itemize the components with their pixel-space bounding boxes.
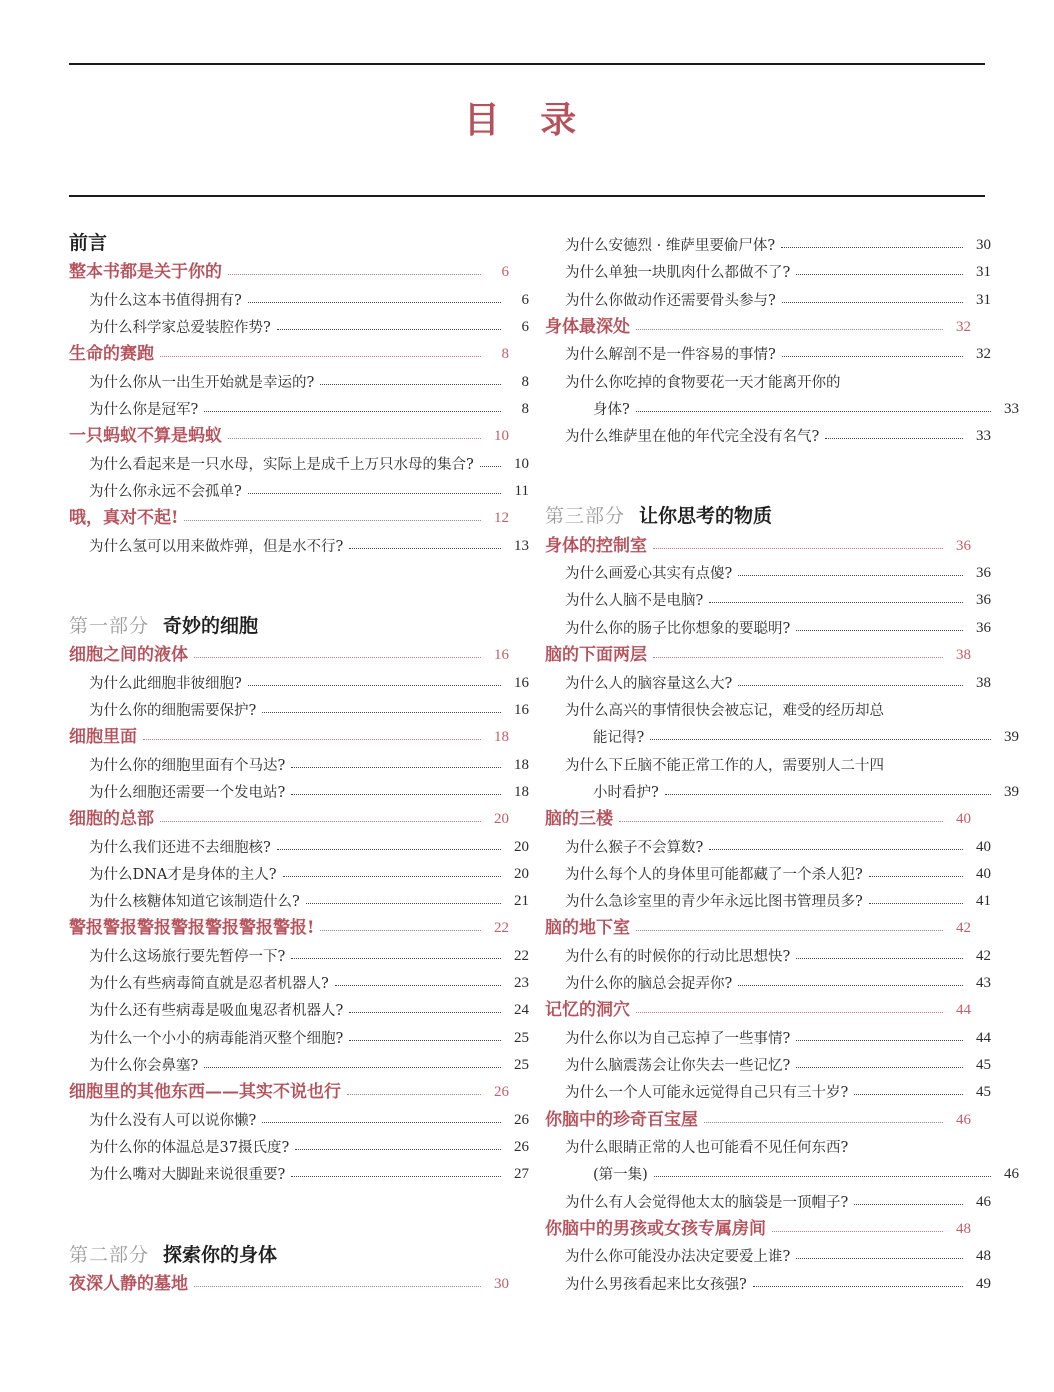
question-title: 为什么嘴对大脚趾来说很重要? <box>89 1167 286 1183</box>
page-number: 39 <box>1004 729 1019 745</box>
question-title: 为什么看起来是一只水母，实际上是成千上万只水母的集合? <box>89 457 474 473</box>
chapter-entry[interactable] <box>69 911 509 938</box>
chapter-title: 警报警报警报警报警报警报警报! <box>69 918 315 938</box>
leader-dots <box>248 685 501 686</box>
question-entry[interactable] <box>69 1130 529 1157</box>
question-title: 为什么你的肠子比你想象的要聪明? <box>565 621 791 637</box>
leader-dots <box>204 1067 501 1068</box>
part-heading <box>69 611 509 638</box>
title-rule <box>69 195 985 197</box>
leader-dots <box>283 876 501 877</box>
page-number: 48 <box>956 1221 971 1237</box>
page-number: 22 <box>494 920 509 936</box>
question-title: 为什么科学家总爱装腔作势? <box>89 320 271 336</box>
leader-dots <box>782 302 963 303</box>
question-title: 为什么一个人可能永远觉得自己只有三十岁? <box>565 1085 849 1101</box>
chapter-entry[interactable] <box>545 638 971 665</box>
leader-dots <box>854 1094 963 1095</box>
chapter-title: 细胞里面 <box>69 727 137 747</box>
question-entry[interactable] <box>545 1267 991 1294</box>
leader-dots <box>825 438 963 439</box>
leader-dots <box>636 1012 943 1013</box>
chapter-title: 细胞里的其他东西——其实不说也行 <box>69 1082 341 1102</box>
page-number: 11 <box>514 483 529 499</box>
page-number: 8 <box>521 374 529 390</box>
part-heading <box>545 501 971 528</box>
question-entry[interactable] <box>69 993 529 1020</box>
leader-dots <box>143 739 481 740</box>
leader-dots <box>869 903 963 904</box>
leader-dots <box>738 575 963 576</box>
question-title: 为什么急诊室里的青少年永远比图书管理员多? <box>565 894 863 910</box>
question-entry[interactable] <box>545 283 991 310</box>
leader-dots <box>228 438 481 439</box>
page-number: 24 <box>514 1002 529 1018</box>
leader-dots <box>228 274 481 275</box>
page-number: 30 <box>976 237 991 253</box>
page-number: 26 <box>494 1084 509 1100</box>
question-title: 为什么解剖不是一件容易的事情? <box>565 347 776 363</box>
question-title: 为什么细胞还需要一个发电站? <box>89 785 286 801</box>
page-number: 6 <box>501 264 509 280</box>
chapter-entry[interactable] <box>69 1267 509 1294</box>
question-line-1[interactable]: 为什么你吃掉的食物要花一天才能离开你的 <box>565 375 841 391</box>
leader-dots <box>349 548 501 549</box>
leader-dots <box>160 821 481 822</box>
question-title: 为什么猴子不会算数? <box>565 840 704 856</box>
page-number: 46 <box>956 1112 971 1128</box>
question-line-1[interactable]: 为什么下丘脑不能正常工作的人，需要别人二十四 <box>565 758 884 774</box>
leader-dots <box>277 329 501 330</box>
leader-dots <box>248 493 501 494</box>
page-number: 31 <box>976 292 991 308</box>
page-number: 43 <box>976 975 991 991</box>
page-number: 8 <box>521 401 529 417</box>
question-title: 为什么此细胞非彼细胞? <box>89 676 242 692</box>
page-number: 40 <box>956 811 971 827</box>
part-title: 探索你的身体 <box>163 1244 278 1266</box>
chapter-title: 记忆的洞穴 <box>545 1000 630 1020</box>
leader-dots <box>796 274 963 275</box>
chapter-entry[interactable] <box>69 255 509 282</box>
question-title: 小时看护? <box>593 785 659 801</box>
page-number: 49 <box>976 1276 991 1292</box>
leader-dots <box>619 821 943 822</box>
chapter-entry[interactable] <box>69 802 509 829</box>
question-title: (第一集) <box>593 1167 648 1183</box>
question-title: 为什么你的细胞需要保护? <box>89 703 257 719</box>
chapter-title: 身体的控制室 <box>545 536 647 556</box>
page-number: 26 <box>514 1139 529 1155</box>
page-title: 目 录 <box>463 100 591 141</box>
leader-dots <box>796 1040 963 1041</box>
page-number: 12 <box>494 510 509 526</box>
chapter-title: 哦，真对不起! <box>69 508 179 528</box>
leader-dots <box>184 520 481 521</box>
chapter-entry[interactable] <box>69 501 509 528</box>
page-number: 44 <box>956 1002 971 1018</box>
question-entry[interactable] <box>545 1185 991 1212</box>
leader-dots <box>262 712 501 713</box>
page-number: 6 <box>521 319 529 335</box>
leader-dots <box>347 1094 481 1095</box>
page-number: 27 <box>514 1166 529 1182</box>
leader-dots <box>654 1176 991 1177</box>
question-entry[interactable] <box>69 693 529 720</box>
question-title: 为什么脑震荡会让你失去一些记忆? <box>565 1058 791 1074</box>
leader-dots <box>306 903 501 904</box>
question-title: 为什么核糖体知道它该制造什么? <box>89 894 300 910</box>
question-title: 为什么你会鼻塞? <box>89 1058 199 1074</box>
top-rule <box>69 63 985 65</box>
page-number: 36 <box>976 592 991 608</box>
leader-dots <box>796 958 963 959</box>
leader-dots <box>653 548 943 549</box>
question-entry[interactable] <box>69 474 529 501</box>
page-number: 33 <box>1004 401 1019 417</box>
question-title: 为什么人脑不是电脑? <box>565 593 704 609</box>
question-title: 为什么这本书值得拥有? <box>89 293 242 309</box>
question-title: 为什么每个人的身体里可能都藏了一个杀人犯? <box>565 867 863 883</box>
chapter-entry[interactable] <box>545 1103 971 1130</box>
question-entry[interactable] <box>545 1021 991 1048</box>
question-entry[interactable] <box>545 556 991 583</box>
page-number: 10 <box>514 456 529 472</box>
page-number: 45 <box>976 1057 991 1073</box>
question-entry[interactable] <box>69 857 529 884</box>
question-entry[interactable] <box>545 1075 991 1102</box>
chapter-entry[interactable] <box>69 337 509 364</box>
leader-dots <box>291 1176 501 1177</box>
question-entry[interactable] <box>545 611 991 638</box>
question-entry[interactable] <box>545 1048 991 1075</box>
leader-dots <box>738 985 963 986</box>
question-title: 为什么你是冠军? <box>89 402 199 418</box>
chapter-title: 夜深人静的墓地 <box>69 1274 188 1294</box>
chapter-title: 你脑中的男孩或女孩专属房间 <box>545 1219 766 1239</box>
question-entry[interactable] <box>545 419 991 446</box>
leader-dots <box>291 958 501 959</box>
question-entry[interactable] <box>69 1103 529 1130</box>
page-number: 44 <box>976 1030 991 1046</box>
page-number: 38 <box>976 675 991 691</box>
page-number: 39 <box>1004 784 1019 800</box>
chapter-entry[interactable] <box>545 802 971 829</box>
page-number: 18 <box>514 784 529 800</box>
leader-dots <box>204 411 501 412</box>
leader-dots <box>262 1122 501 1123</box>
page-number: 25 <box>514 1030 529 1046</box>
chapter-entry[interactable] <box>69 720 509 747</box>
question-title: 为什么你永远不会孤单? <box>89 484 242 500</box>
question-entry[interactable] <box>545 857 991 884</box>
page-number: 23 <box>514 975 529 991</box>
page-number: 21 <box>514 893 529 909</box>
leader-dots <box>782 356 963 357</box>
question-line-1[interactable]: 为什么高兴的事情很快会被忘记，难受的经历却总 <box>565 703 884 719</box>
part-title: 让你思考的物质 <box>639 505 773 527</box>
chapter-entry[interactable] <box>69 1075 509 1102</box>
chapter-entry[interactable] <box>545 911 971 938</box>
question-title: 为什么男孩看起来比女孩强? <box>565 1277 747 1293</box>
leader-dots <box>869 876 963 877</box>
question-title: 能记得? <box>593 730 645 746</box>
page-number: 45 <box>976 1084 991 1100</box>
page-number: 16 <box>514 675 529 691</box>
leader-dots <box>160 356 481 357</box>
page-number: 36 <box>976 565 991 581</box>
page-number: 36 <box>976 620 991 636</box>
question-title: 为什么有些病毒简直就是忍者机器人? <box>89 976 329 992</box>
leader-dots <box>295 1149 501 1150</box>
leader-dots <box>291 794 501 795</box>
question-entry[interactable] <box>69 884 529 911</box>
leader-dots <box>796 1258 963 1259</box>
question-entry[interactable] <box>69 310 529 337</box>
chapter-entry[interactable] <box>545 1212 971 1239</box>
question-title: 为什么安德烈 · 维萨里要偷尸体? <box>565 238 776 254</box>
chapter-entry[interactable] <box>545 529 971 556</box>
question-title: 为什么有的时候你的行动比思想快? <box>565 949 791 965</box>
leader-dots <box>349 1040 501 1041</box>
leader-dots <box>772 1231 943 1232</box>
question-entry[interactable] <box>69 775 529 802</box>
question-title: 为什么你以为自己忘掉了一些事情? <box>565 1031 791 1047</box>
leader-dots <box>665 794 991 795</box>
chapter-title: 脑的三楼 <box>545 809 613 829</box>
question-entry[interactable] <box>69 1021 529 1048</box>
page-number: 38 <box>956 647 971 663</box>
page-number: 18 <box>494 729 509 745</box>
page-number: 10 <box>494 428 509 444</box>
page-number: 30 <box>494 1276 509 1292</box>
chapter-title: 你脑中的珍奇百宝屋 <box>545 1110 698 1130</box>
question-entry[interactable] <box>545 666 991 693</box>
page-number: 18 <box>514 757 529 773</box>
chapter-title: 细胞之间的液体 <box>69 645 188 665</box>
preface-heading: 前言 <box>69 232 108 254</box>
leader-dots <box>854 1204 963 1205</box>
question-entry[interactable] <box>545 1239 991 1266</box>
question-title: 为什么你的体温总是37摄氏度? <box>89 1140 290 1156</box>
leader-dots <box>753 1286 963 1287</box>
leader-dots <box>277 849 501 850</box>
question-title: 为什么人的脑容量这么大? <box>565 676 733 692</box>
chapter-title: 脑的下面两层 <box>545 645 647 665</box>
page-number: 6 <box>521 292 529 308</box>
part-title: 奇妙的细胞 <box>163 615 259 637</box>
leader-dots <box>194 1286 481 1287</box>
page-number: 33 <box>976 428 991 444</box>
page-number: 31 <box>976 264 991 280</box>
question-title: 为什么DNA才是身体的主人? <box>89 867 277 883</box>
page-number: 40 <box>976 866 991 882</box>
leader-dots <box>320 384 501 385</box>
part-heading <box>69 1240 509 1267</box>
page-number: 41 <box>976 893 991 909</box>
page-number: 25 <box>514 1057 529 1073</box>
question-title: 为什么一个小小的病毒能消灭整个细胞? <box>89 1031 344 1047</box>
leader-dots <box>349 1012 501 1013</box>
question-entry[interactable] <box>69 748 529 775</box>
page-number: 22 <box>514 948 529 964</box>
question-entry[interactable] <box>545 720 1019 747</box>
question-title: 身体? <box>593 402 630 418</box>
leader-dots <box>653 657 943 658</box>
question-title: 为什么你做动作还需要骨头参与? <box>565 293 776 309</box>
chapter-title: 细胞的总部 <box>69 809 154 829</box>
leader-dots <box>738 685 963 686</box>
leader-dots <box>636 930 943 931</box>
leader-dots <box>796 1067 963 1068</box>
page-number: 42 <box>956 920 971 936</box>
question-title: 为什么还有些病毒是吸血鬼忍者机器人? <box>89 1003 344 1019</box>
leader-dots <box>704 1122 943 1123</box>
page-number: 20 <box>494 811 509 827</box>
chapter-title: 身体最深处 <box>545 317 630 337</box>
question-entry[interactable] <box>69 666 529 693</box>
chapter-entry[interactable] <box>69 419 509 446</box>
question-entry[interactable] <box>545 775 1019 802</box>
question-title: 为什么你从一出生开始就是幸运的? <box>89 375 315 391</box>
leader-dots <box>636 329 943 330</box>
page-number: 16 <box>494 647 509 663</box>
page-number: 32 <box>956 319 971 335</box>
question-entry[interactable] <box>545 255 991 282</box>
question-title: 为什么你的脑总会捉弄你? <box>565 976 733 992</box>
leader-dots <box>248 302 501 303</box>
page-number: 46 <box>1004 1166 1019 1182</box>
question-entry[interactable] <box>69 392 529 419</box>
chapter-entry[interactable] <box>69 638 509 665</box>
page-number: 48 <box>976 1248 991 1264</box>
question-entry[interactable] <box>69 939 529 966</box>
question-entry[interactable] <box>69 447 529 474</box>
question-entry[interactable] <box>545 1157 1019 1184</box>
question-entry[interactable] <box>69 1048 529 1075</box>
leader-dots <box>636 411 991 412</box>
question-title: 为什么我们还进不去细胞核? <box>89 840 271 856</box>
page-number: 8 <box>501 346 509 362</box>
question-entry[interactable] <box>545 337 991 364</box>
question-title: 为什么这场旅行要先暂停一下? <box>89 949 286 965</box>
question-entry[interactable] <box>69 365 529 392</box>
question-title: 为什么维萨里在他的年代完全没有名气? <box>565 429 820 445</box>
chapter-entry[interactable] <box>545 993 971 1020</box>
question-entry[interactable] <box>545 966 991 993</box>
leader-dots <box>781 247 963 248</box>
leader-dots <box>480 466 501 467</box>
part-number: 第一部分 <box>69 615 150 637</box>
page-number: 46 <box>976 1194 991 1210</box>
question-entry[interactable] <box>545 884 991 911</box>
page-number: 36 <box>956 538 971 554</box>
leader-dots <box>796 630 963 631</box>
page-number: 32 <box>976 346 991 362</box>
question-title: 为什么画爱心其实有点傻? <box>565 566 733 582</box>
question-entry[interactable] <box>69 830 529 857</box>
page-number: 40 <box>976 839 991 855</box>
page-number: 16 <box>514 702 529 718</box>
question-entry[interactable] <box>545 228 991 255</box>
question-entry[interactable] <box>545 830 991 857</box>
leader-dots <box>194 657 481 658</box>
page-number: 26 <box>514 1112 529 1128</box>
question-entry[interactable] <box>69 283 529 310</box>
question-entry[interactable] <box>545 583 991 610</box>
part-number: 第二部分 <box>69 1244 150 1266</box>
question-entry[interactable] <box>545 392 1019 419</box>
page-number: 42 <box>976 948 991 964</box>
question-entry[interactable] <box>69 1157 529 1184</box>
leader-dots <box>709 849 963 850</box>
page-number: 20 <box>514 866 529 882</box>
chapter-entry[interactable] <box>545 310 971 337</box>
leader-dots <box>320 930 481 931</box>
question-entry[interactable] <box>69 529 529 556</box>
leader-dots <box>709 602 963 603</box>
chapter-title: 生命的赛跑 <box>69 344 154 364</box>
question-title: 为什么你的细胞里面有个马达? <box>89 758 286 774</box>
chapter-title: 一只蚂蚁不算是蚂蚁 <box>69 426 222 446</box>
chapter-title: 脑的地下室 <box>545 918 630 938</box>
question-title: 为什么有人会觉得他太太的脑袋是一顶帽子? <box>565 1195 849 1211</box>
part-number: 第三部分 <box>545 505 626 527</box>
page-number: 13 <box>514 538 529 554</box>
question-title: 为什么你可能没办法决定要爱上谁? <box>565 1249 791 1265</box>
question-entry[interactable] <box>545 939 991 966</box>
leader-dots <box>650 739 991 740</box>
leader-dots <box>335 985 501 986</box>
page-number: 20 <box>514 839 529 855</box>
question-title: 为什么氢可以用来做炸弹，但是水不行? <box>89 539 344 555</box>
question-title: 为什么单独一块肌肉什么都做不了? <box>565 265 791 281</box>
question-title: 为什么没有人可以说你懒? <box>89 1113 257 1129</box>
question-line-1[interactable]: 为什么眼睛正常的人也可能看不见任何东西? <box>565 1140 849 1156</box>
chapter-title: 整本书都是关于你的 <box>69 262 222 282</box>
question-entry[interactable] <box>69 966 529 993</box>
leader-dots <box>291 767 501 768</box>
